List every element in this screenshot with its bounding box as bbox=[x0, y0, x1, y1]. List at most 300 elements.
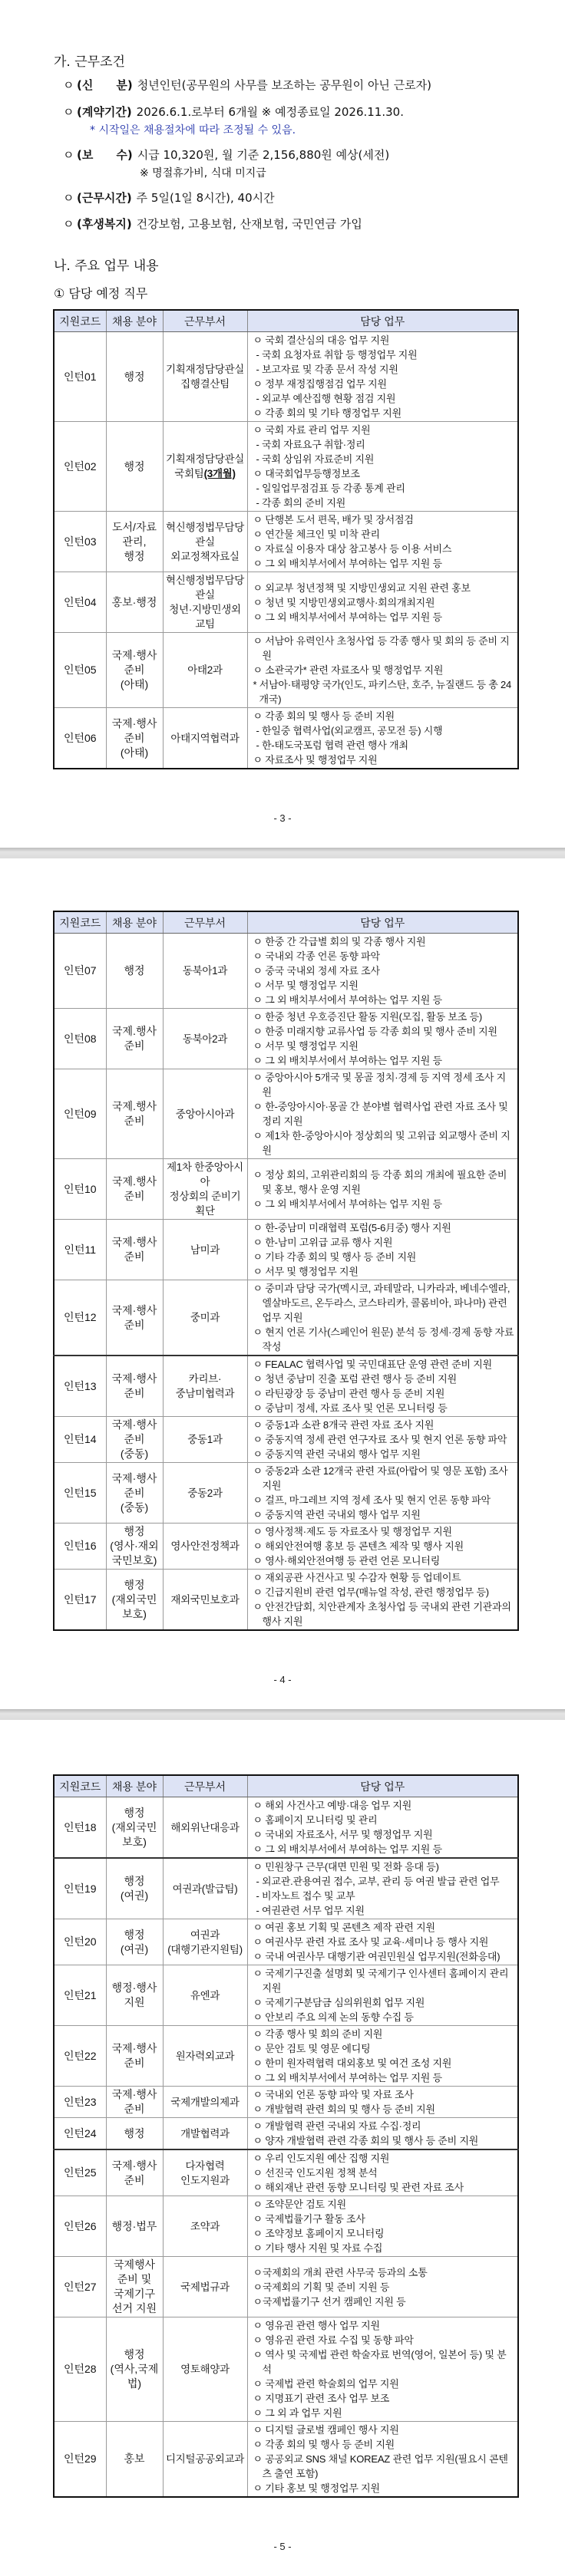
duty-item: ㅇ 한-남미 고위급 교류 행사 지원 bbox=[253, 1237, 393, 1248]
table-row bbox=[54, 2118, 518, 2150]
cell-code: 인턴14 bbox=[54, 1417, 106, 1463]
cell-code: 인턴21 bbox=[54, 1965, 106, 2026]
condition-work-hours bbox=[63, 191, 275, 205]
cell-code: 인턴17 bbox=[54, 1570, 106, 1631]
cell-duties bbox=[247, 1220, 518, 1280]
cell-duties bbox=[247, 1417, 518, 1463]
duty-item: ㅇ 중미과 담당 국가(멕시코, 과테말라, 니카라과, 베네수엘라, 엘살바도르, 온두라스, 코스타리카, 콜롬비아, 파나마) 관련 업무 지원 bbox=[253, 1283, 510, 1323]
duty-item: ㅇ국제회의 개최 관련 사무국 등과의 소통 bbox=[253, 2266, 428, 2278]
duty-item: ㅇ 민원창구 근무(대면 민원 및 전화 응대 등) bbox=[253, 1861, 439, 1873]
duty-item: ㅇ 정부 재정집행점검 업무 지원 bbox=[253, 378, 387, 390]
dept-name: 기획재정담당관실 집행결산팀 bbox=[166, 364, 244, 390]
cell-code: 인턴22 bbox=[54, 2026, 106, 2087]
dept-name: 남미과 bbox=[190, 1244, 220, 1256]
document-page bbox=[0, 1720, 565, 2576]
cell-duties bbox=[247, 1797, 518, 1859]
duty-item: ㅇ 각종 회의 및 행사 등 준비 지원 bbox=[253, 2439, 395, 2450]
cell-code: 인턴06 bbox=[54, 708, 106, 769]
condition-label: (계약기간) bbox=[77, 105, 132, 119]
duty-item: ㅇ 한중 미래지향 교류사업 등 각종 회의 및 행사 준비 지원 bbox=[253, 1026, 497, 1037]
cell-dept bbox=[163, 1524, 247, 1570]
table-row bbox=[54, 2196, 518, 2257]
cell-duties bbox=[247, 2149, 518, 2196]
duty-item: ㅇ 청년 중남미 진출 포럼 관련 행사 등 준비 지원 bbox=[253, 1373, 458, 1385]
duty-item: ㅇ 공공외교 SNS 채널 KOREAZ 관련 업무 지원(필요시 콘텐츠 출연 포함) bbox=[253, 2453, 508, 2479]
condition-label: (보 수) bbox=[77, 148, 133, 162]
duty-item: - 한-태도국포럼 협력 관련 행사 개최 bbox=[256, 740, 408, 751]
header-field: 채용 분야 bbox=[106, 1775, 163, 1797]
duty-item: ㅇ 그 외 과 업무 지원 bbox=[253, 2407, 342, 2419]
cell-field: 행정 (재외국민 보호) bbox=[106, 1570, 163, 1631]
duty-item: ㅇ 국내외 자료조사, 서무 및 행정업무 지원 bbox=[253, 1829, 433, 1840]
cell-dept bbox=[163, 2196, 247, 2257]
bullet-icon: ㅇ bbox=[63, 148, 74, 162]
duty-item: - 한일중 협력사업(외교캠프, 공모전 등) 시행 bbox=[256, 725, 443, 736]
cell-code: 인턴19 bbox=[54, 1858, 106, 1919]
condition-pay bbox=[63, 148, 389, 162]
header-dept: 근무부서 bbox=[163, 310, 247, 332]
duty-item: ㅇ 국제기구진출 설명회 및 국제기구 인사센터 홈페이지 관리 지원 bbox=[253, 1968, 509, 1994]
table-row bbox=[54, 1570, 518, 1631]
table-row bbox=[54, 1159, 518, 1220]
cell-dept bbox=[163, 1570, 247, 1631]
table-row bbox=[54, 708, 518, 769]
cell-dept bbox=[163, 2422, 247, 2498]
cell-duties bbox=[247, 2196, 518, 2257]
duty-item: ㅇ 그 외 배치부서에서 부여하는 업무 지원 등 bbox=[253, 1055, 442, 1066]
dept-name: 중동1과 bbox=[187, 1434, 223, 1445]
cell-dept bbox=[163, 1159, 247, 1220]
header-duties: 담당 업무 bbox=[247, 310, 518, 332]
duty-item: - 외교관.관용여권 접수, 교부, 관리 등 여권 발급 관련 업무 bbox=[256, 1876, 500, 1887]
duty-item: ㅇ 영유권 관련 자료 수집 및 동향 파악 bbox=[253, 2334, 414, 2346]
cell-duties bbox=[247, 2118, 518, 2150]
dept-name: 조약과 bbox=[190, 2220, 220, 2232]
dept-name: 동북아2과 bbox=[182, 1033, 228, 1045]
cell-field: 행정 bbox=[106, 934, 163, 1009]
cell-code: 인턴04 bbox=[54, 572, 106, 633]
cell-dept bbox=[163, 1417, 247, 1463]
cell-code: 인턴13 bbox=[54, 1356, 106, 1417]
cell-duties bbox=[247, 1356, 518, 1417]
duty-item: ㅇ 기타 홍보 및 행정업무 지원 bbox=[253, 2482, 380, 2494]
condition-text: 주 5일(1일 8시간), 40시간 bbox=[136, 191, 275, 205]
cell-dept bbox=[163, 1797, 247, 1859]
duty-item: ㅇ 해외안전여행 홍보 등 콘텐츠 제작 및 행사 지원 bbox=[253, 1540, 464, 1552]
cell-dept bbox=[163, 934, 247, 1009]
duty-item: - 국회 상임위 자료준비 지원 bbox=[256, 453, 375, 465]
duty-item: ㅇ 정상 회의, 고위관리회의 등 각종 회의 개최에 필요한 준비 및 홍보, 행사 운영 지원 bbox=[253, 1168, 507, 1195]
duty-item: ㅇ 조약정보 홈페이지 모니터링 bbox=[253, 2228, 385, 2239]
dept-name: 국제법규과 bbox=[180, 2281, 230, 2293]
duty-item: ㅇ 중동지역 관련 국내외 행사 업무 지원 bbox=[253, 1509, 421, 1520]
duty-item: ㅇ 서무 및 행정업무 지원 bbox=[253, 1040, 358, 1052]
duty-item: ㅇ 국회 결산심의 대응 업무 지원 bbox=[253, 334, 390, 346]
cell-duties bbox=[247, 2422, 518, 2498]
cell-duties bbox=[247, 422, 518, 512]
duty-item: ㅇ 그 외 배치부서에서 부여하는 업무 지원 등 bbox=[253, 1843, 442, 1855]
duty-item: ㅇ 국내외 언론 동향 파악 및 자료 조사 bbox=[253, 2089, 414, 2100]
duty-item: ㅇ 중동지역 정세 관련 연구자료 조사 및 현지 언론 동향 파악 bbox=[253, 1434, 507, 1445]
cell-dept bbox=[163, 512, 247, 572]
dept-name: 카리브· 중남미협력과 bbox=[175, 1373, 235, 1399]
cell-duties bbox=[247, 1069, 518, 1159]
cell-duties bbox=[247, 332, 518, 422]
duty-item: - 국회 요청자료 취합 등 행정업무 지원 bbox=[256, 349, 418, 361]
duty-item: - 일일업무점검표 등 각종 통계 관리 bbox=[256, 483, 405, 494]
section-title-work-conditions: 가. 근무조건 bbox=[54, 54, 125, 70]
cell-dept bbox=[163, 1009, 247, 1069]
cell-field: 도서/자료 관리, 행정 bbox=[106, 512, 163, 572]
dept-name: 해외위난대응과 bbox=[170, 1821, 240, 1833]
condition-label: (후생복지) bbox=[77, 217, 132, 231]
cell-code: 인턴26 bbox=[54, 2196, 106, 2257]
cell-duties bbox=[247, 708, 518, 769]
dept-name: 국제개발의제과 bbox=[170, 2096, 240, 2108]
duty-item: - 여권관련 서무 업무 지원 bbox=[256, 1905, 365, 1916]
cell-field: 행정 bbox=[106, 422, 163, 512]
cell-code: 인턴25 bbox=[54, 2149, 106, 2196]
cell-dept bbox=[163, 1069, 247, 1159]
page-separator bbox=[0, 848, 565, 858]
dept-name: 개발협력과 bbox=[180, 2127, 230, 2140]
duty-item: ㅇ 각종 행사 및 회의 준비 지원 bbox=[253, 2028, 383, 2040]
cell-duties bbox=[247, 633, 518, 708]
cell-field: 국제·행사 준비 (중동) bbox=[106, 1417, 163, 1463]
cell-dept bbox=[163, 1919, 247, 1965]
table-row bbox=[54, 1524, 518, 1570]
table-row bbox=[54, 1965, 518, 2026]
duty-item: ㅇ 각종 회의 및 기타 행정업무 지원 bbox=[253, 407, 401, 419]
dept-name: 디지털공공외교과 bbox=[166, 2453, 244, 2465]
duty-item: * 서남아·태평양 국가(인도, 파키스탄, 호주, 뉴질랜드 등 총 24개국) bbox=[253, 679, 512, 705]
table-row bbox=[54, 1463, 518, 1524]
duty-item: ㅇ 지명표기 관련 조사 업무 보조 bbox=[253, 2393, 390, 2404]
duty-item: ㅇ 중남미 정세, 자료 조사 및 언론 모니터링 등 bbox=[253, 1402, 448, 1414]
duty-item: ㅇ 국제법 관련 학술회의 업무 지원 bbox=[253, 2378, 399, 2390]
cell-dept bbox=[163, 572, 247, 633]
cell-code: 인턴01 bbox=[54, 332, 106, 422]
cell-field: 행정·행사 지원 bbox=[106, 1965, 163, 2026]
cell-dept bbox=[163, 332, 247, 422]
duty-item: ㅇ 중국 국내외 정세 자료 조사 bbox=[253, 965, 380, 977]
duty-item: ㅇ 양자 개발협력 관련 각종 회의 및 행사 등 준비 지원 bbox=[253, 2135, 479, 2146]
cell-field: 국제·행사 준비 bbox=[106, 2087, 163, 2118]
condition-status bbox=[63, 78, 431, 92]
cell-duties bbox=[247, 1463, 518, 1524]
duty-item: ㅇ 서무 및 행정업무 지원 bbox=[253, 1266, 358, 1277]
header-field: 채용 분야 bbox=[106, 310, 163, 332]
cell-field: 국제·행사 준비 bbox=[106, 1356, 163, 1417]
bullet-icon: ㅇ bbox=[63, 217, 74, 231]
cell-field: 행정 (영사·재외 국민보호) bbox=[106, 1524, 163, 1570]
job-table bbox=[53, 911, 519, 1631]
cell-duties bbox=[247, 1570, 518, 1631]
duty-item: ㅇ 홈페이지 모니터링 및 관리 bbox=[253, 1814, 378, 1826]
duty-item: ㅇ 문안 검토 및 영문 에디팅 bbox=[253, 2043, 371, 2054]
dept-duration: (3개월) bbox=[203, 468, 236, 479]
header-duties: 담당 업무 bbox=[247, 911, 518, 934]
document-page bbox=[0, 858, 565, 1709]
duty-item: - 보고자료 및 각종 문서 작성 지원 bbox=[256, 364, 398, 375]
table-row bbox=[54, 1417, 518, 1463]
condition-contract-period bbox=[63, 105, 404, 119]
cell-dept bbox=[163, 1356, 247, 1417]
dept-name: 여권과 (대행기관지원팀) bbox=[167, 1929, 243, 1955]
header-duties: 담당 업무 bbox=[247, 1775, 518, 1797]
table-row bbox=[54, 2257, 518, 2317]
cell-field: 행정 (여권) bbox=[106, 1919, 163, 1965]
duty-item: ㅇ 안전간담회, 치안관계자 초청사업 등 국내외 관련 기관과의 행사 지원 bbox=[253, 1601, 511, 1627]
duty-item: ㅇ 기타 행사 지원 및 자료 수집 bbox=[253, 2242, 383, 2254]
table-row bbox=[54, 332, 518, 422]
duty-item: ㅇ 서남아 유력인사 초청사업 등 각종 행사 및 회의 등 준비 지원 bbox=[253, 635, 510, 661]
duty-item: ㅇ 선진국 인도지원 정책 분석 bbox=[253, 2167, 378, 2179]
condition-label: (신 분) bbox=[77, 78, 133, 92]
condition-welfare bbox=[63, 217, 362, 231]
duty-item: ㅇ 중동1과 소관 8개국 관련 자료 조사 지원 bbox=[253, 1419, 434, 1431]
cell-code: 인턴28 bbox=[54, 2317, 106, 2422]
duty-item: ㅇ 연간물 체크인 및 미착 관리 bbox=[253, 529, 380, 540]
condition-text: 청년인턴(공무원의 사무를 보조하는 공무원이 아닌 근로자) bbox=[137, 78, 432, 92]
header-field: 채용 분야 bbox=[106, 911, 163, 934]
contract-note: * 시작일은 채용절차에 따라 조정될 수 있음. bbox=[90, 124, 296, 137]
duty-item: ㅇ 소관국가* 관련 자료조사 및 행정업무 지원 bbox=[253, 664, 444, 676]
condition-text: 시급 10,320원, 월 기준 2,156,880원 예상(세전) bbox=[137, 148, 390, 162]
cell-field: 국제·행사 준비 (중동) bbox=[106, 1463, 163, 1524]
table-row bbox=[54, 1919, 518, 1965]
cell-field: 행정·법무 bbox=[106, 2196, 163, 2257]
cell-code: 인턴23 bbox=[54, 2087, 106, 2118]
duty-item: ㅇ 여권 홍보 기획 및 콘텐츠 제작 관련 지원 bbox=[253, 1922, 435, 1933]
cell-code: 인턴07 bbox=[54, 934, 106, 1009]
duty-item: ㅇ국제법률기구 선거 캠페인 지원 등 bbox=[253, 2295, 406, 2308]
cell-duties bbox=[247, 512, 518, 572]
cell-field: 행정 bbox=[106, 2118, 163, 2150]
table-row bbox=[54, 633, 518, 708]
table-header-row bbox=[54, 911, 518, 934]
table-row bbox=[54, 512, 518, 572]
cell-field: 행정 (여권) bbox=[106, 1858, 163, 1919]
duty-item: ㅇ 한-중앙아시아·몽골 간 분야별 협력사업 관련 자료 조사 및 정리 지원 bbox=[253, 1101, 508, 1127]
cell-code: 인턴16 bbox=[54, 1524, 106, 1570]
header-code: 지원코드 bbox=[54, 310, 106, 332]
cell-code: 인턴09 bbox=[54, 1069, 106, 1159]
duty-item: ㅇ 여권사무 관련 자료 조사 및 교육·세미나 등 행사 지원 bbox=[253, 1936, 489, 1948]
duty-item: ㅇ 국내외 각종 언론 동향 파악 bbox=[253, 950, 380, 962]
duty-item: ㅇ 라틴광장 등 중남미 관련 행사 등 준비 지원 bbox=[253, 1388, 445, 1399]
page-number: - 4 - bbox=[273, 1674, 292, 1685]
duty-item: ㅇ 국내 여권사무 대행기관 여권민원실 업무지원(전화응대) bbox=[253, 1951, 501, 1962]
dept-name: 혁신행정법무담당관실 청년·지방민생외교팀 bbox=[166, 575, 244, 630]
cell-field: 행정 (재외국민 보호) bbox=[106, 1797, 163, 1859]
bullet-icon: ㅇ bbox=[63, 78, 74, 92]
page-separator bbox=[0, 1709, 565, 1720]
duty-item: ㅇ 한중 청년 우호증진단 활동 지원(모집, 활동 보조 등) bbox=[253, 1011, 482, 1023]
dept-name: 재외국민보호과 bbox=[170, 1593, 240, 1606]
table-row bbox=[54, 422, 518, 512]
cell-dept bbox=[163, 2317, 247, 2422]
cell-duties bbox=[247, 2257, 518, 2317]
table-row bbox=[54, 2087, 518, 2118]
cell-dept bbox=[163, 1463, 247, 1524]
cell-dept bbox=[163, 2026, 247, 2087]
duty-item: ㅇ 중동2과 소관 12개국 관련 자료(아랍어 및 영문 포함) 조사 지원 bbox=[253, 1465, 508, 1491]
table-row bbox=[54, 1220, 518, 1280]
cell-code: 인턴03 bbox=[54, 512, 106, 572]
table-row bbox=[54, 2149, 518, 2196]
header-code: 지원코드 bbox=[54, 1775, 106, 1797]
dept-name: 영토해양과 bbox=[180, 2364, 230, 2375]
table-row bbox=[54, 1280, 518, 1356]
duty-item: ㅇ 해외재난 관련 동향 모니터링 및 관련 자료 조사 bbox=[253, 2182, 464, 2193]
duty-item: ㅇ 디지털 글로벌 캠페인 행사 지원 bbox=[253, 2424, 399, 2436]
cell-dept bbox=[163, 2087, 247, 2118]
duty-item: ㅇ 영유권 관련 행사 업무 지원 bbox=[253, 2320, 380, 2331]
page-number: - 5 - bbox=[273, 2541, 292, 2552]
duty-item: - 국회 자료요구 취합·정리 bbox=[256, 439, 365, 450]
cell-duties bbox=[247, 1858, 518, 1919]
duty-item: ㅇ 재외공관 사건사고 및 수감자 현황 등 업데이트 bbox=[253, 1572, 461, 1583]
cell-code: 인턴29 bbox=[54, 2422, 106, 2498]
cell-field: 국제·행사 준비 bbox=[106, 2149, 163, 2196]
dept-name: 기획재정담당관실 국회팀 bbox=[166, 453, 244, 479]
cell-code: 인턴08 bbox=[54, 1009, 106, 1069]
dept-name: 아태2과 bbox=[187, 664, 223, 676]
duty-item: ㅇ 국제법률기구 활동 조사 bbox=[253, 2213, 365, 2225]
cell-dept bbox=[163, 2149, 247, 2196]
cell-field: 홍보 bbox=[106, 2422, 163, 2498]
duty-item: ㅇ 우리 인도지원 예산 집행 지원 bbox=[253, 2153, 390, 2164]
cell-duties bbox=[247, 2317, 518, 2422]
table-row bbox=[54, 934, 518, 1009]
dept-name: 다자협력 인도지원과 bbox=[180, 2159, 230, 2186]
table-row bbox=[54, 1069, 518, 1159]
duty-item: - 외교부 예산집행 현황 점검 지원 bbox=[256, 393, 396, 404]
cell-field: 국제·행사 준비 (아태) bbox=[106, 708, 163, 769]
cell-dept bbox=[163, 1965, 247, 2026]
cell-code: 인턴05 bbox=[54, 633, 106, 708]
pay-note: ※ 명절휴가비, 식대 미지급 bbox=[140, 167, 266, 180]
header-dept: 근무부서 bbox=[163, 1775, 247, 1797]
cell-code: 인턴11 bbox=[54, 1220, 106, 1280]
dept-name: 중동2과 bbox=[187, 1487, 223, 1499]
page-number: - 3 - bbox=[273, 812, 292, 824]
cell-dept bbox=[163, 422, 247, 512]
table-row bbox=[54, 2422, 518, 2498]
cell-code: 인턴15 bbox=[54, 1463, 106, 1524]
cell-duties bbox=[247, 1524, 518, 1570]
job-table bbox=[53, 309, 519, 769]
duty-item: ㅇ 그 외 배치부서에서 부여하는 업무 지원 등 bbox=[253, 1197, 442, 1210]
duty-item: ㅇ 그 외 배치부서에서 부여하는 업무 지원 등 bbox=[253, 994, 442, 1006]
cell-code: 인턴10 bbox=[54, 1159, 106, 1220]
cell-code: 인턴12 bbox=[54, 1280, 106, 1356]
duty-item: ㅇ 국제기구분담금 심의위원회 업무 지원 bbox=[253, 1997, 425, 2008]
cell-code: 인턴24 bbox=[54, 2118, 106, 2150]
table-row bbox=[54, 1858, 518, 1919]
cell-dept bbox=[163, 708, 247, 769]
duty-item: ㅇ 역사 및 국제법 관련 학술자료 번역(영어, 일본어 등) 및 분석 bbox=[253, 2349, 507, 2375]
table-row bbox=[54, 2317, 518, 2422]
cell-code: 인턴20 bbox=[54, 1919, 106, 1965]
duty-item: ㅇ 걸프, 마그레브 지역 정세 조사 및 현지 언론 동향 파악 bbox=[253, 1494, 491, 1506]
cell-field: 국제.행사 준비 bbox=[106, 1009, 163, 1069]
table-row bbox=[54, 1009, 518, 1069]
cell-code: 인턴02 bbox=[54, 422, 106, 512]
cell-field: 홍보·행정 bbox=[106, 572, 163, 633]
cell-dept bbox=[163, 1280, 247, 1356]
dept-name: 중앙아시아과 bbox=[175, 1108, 235, 1120]
duty-item: ㅇ 국회 자료 관리 업무 지원 bbox=[253, 424, 371, 436]
table-header-row bbox=[54, 1775, 518, 1797]
duty-item: ㅇ 기타 각종 회의 및 행사 등 준비 지원 bbox=[253, 1251, 417, 1263]
cell-field: 국제·행사 준비 bbox=[106, 1220, 163, 1280]
table-row bbox=[54, 1356, 518, 1417]
cell-field: 국제.행사 준비 bbox=[106, 1069, 163, 1159]
cell-dept bbox=[163, 2118, 247, 2150]
duty-item: ㅇ 자료실 이용자 대상 참고봉사 등 이용 서비스 bbox=[253, 543, 452, 555]
cell-duties bbox=[247, 1280, 518, 1356]
cell-code: 인턴27 bbox=[54, 2257, 106, 2317]
duty-item: ㅇ 영사정책·제도 등 자료조사 및 행정업무 지원 bbox=[253, 1526, 452, 1537]
condition-text: 2026.6.1.로부터 6개월 ※ 예정종료일 2026.11.30. bbox=[136, 105, 404, 119]
duty-item: ㅇ 중앙아시아 5개국 및 몽골 정치·경제 등 지역 정세 조사 지원 bbox=[253, 1072, 507, 1098]
cell-field: 국제행사 준비 및 국제기구 선거 지원 bbox=[106, 2257, 163, 2317]
cell-dept bbox=[163, 633, 247, 708]
duty-item: ㅇ 서무 및 행정업무 지원 bbox=[253, 980, 358, 991]
cell-duties bbox=[247, 1009, 518, 1069]
subsection-title-job-duties: ① 담당 예정 직무 bbox=[54, 286, 148, 301]
duty-item: ㅇ 그 외 배치부서에서 부여하는 업무 지원 등 bbox=[253, 611, 442, 623]
cell-duties bbox=[247, 1159, 518, 1220]
duty-item: ㅇ 한중 간 각급별 회의 및 각종 행사 지원 bbox=[253, 936, 426, 947]
duty-item: ㅇ 대국회업무등행정보조 bbox=[253, 468, 360, 479]
header-code: 지원코드 bbox=[54, 911, 106, 934]
duty-item: ㅇ FEALAC 협력사업 및 국민대표단 운영 관련 준비 지원 bbox=[253, 1359, 492, 1370]
dept-name: 여권과(발급팀) bbox=[172, 1883, 238, 1895]
duty-item: - 비자노트 접수 및 교부 bbox=[256, 1890, 355, 1902]
condition-text: 건강보험, 고용보험, 산재보험, 국민연금 가입 bbox=[136, 217, 362, 231]
duty-item: ㅇ국제회의 기획 및 준비 지원 등 bbox=[253, 2281, 390, 2293]
dept-name: 영사안전정책과 bbox=[170, 1540, 240, 1552]
condition-label: (근무시간) bbox=[77, 191, 132, 205]
cell-field: 행정 (역사,국제 법) bbox=[106, 2317, 163, 2422]
duty-item: ㅇ 영사·해외안전여행 등 관련 언론 모니터링 bbox=[253, 1555, 441, 1566]
cell-duties bbox=[247, 2087, 518, 2118]
duty-item: ㅇ 한-중남미 미래협력 포럼(5-6月중) 행사 지원 bbox=[253, 1222, 451, 1234]
cell-code: 인턴18 bbox=[54, 1797, 106, 1859]
duty-item: ㅇ 외교부 청년정책 및 지방민생외교 지원 관련 홍보 bbox=[253, 581, 471, 594]
cell-duties bbox=[247, 2026, 518, 2087]
duty-item: ㅇ 개발협력 관련 국내외 자료 수집·정리 bbox=[253, 2120, 421, 2132]
cell-dept bbox=[163, 1220, 247, 1280]
duty-item: ㅇ 자료조사 및 행정업무 지원 bbox=[253, 754, 378, 766]
duty-item: ㅇ 각종 회의 및 행사 등 준비 지원 bbox=[253, 710, 395, 722]
dept-name: 중미과 bbox=[190, 1312, 220, 1323]
document-page bbox=[0, 0, 565, 848]
dept-name: 아태지역협력과 bbox=[170, 732, 240, 744]
dept-name: 동북아1과 bbox=[182, 965, 228, 977]
cell-field: 국제·행사 준비 bbox=[106, 1280, 163, 1356]
cell-duties bbox=[247, 934, 518, 1009]
duty-item: ㅇ 그 외 배치부서에서 부여하는 업무 지원 등 bbox=[253, 558, 442, 569]
duty-item: ㅇ 조약문안 검토 지원 bbox=[253, 2199, 346, 2210]
duty-item: ㅇ 청년 및 지방민생외교행사·회의개최지원 bbox=[253, 596, 435, 608]
duty-item: - 각종 회의 준비 지원 bbox=[256, 497, 346, 509]
dept-name: 제1차 한중앙아시아 정상회의 준비기획단 bbox=[167, 1161, 243, 1217]
duty-item: ㅇ 그 외 배치부서에서 부여하는 업무 지원 등 bbox=[253, 2072, 442, 2084]
